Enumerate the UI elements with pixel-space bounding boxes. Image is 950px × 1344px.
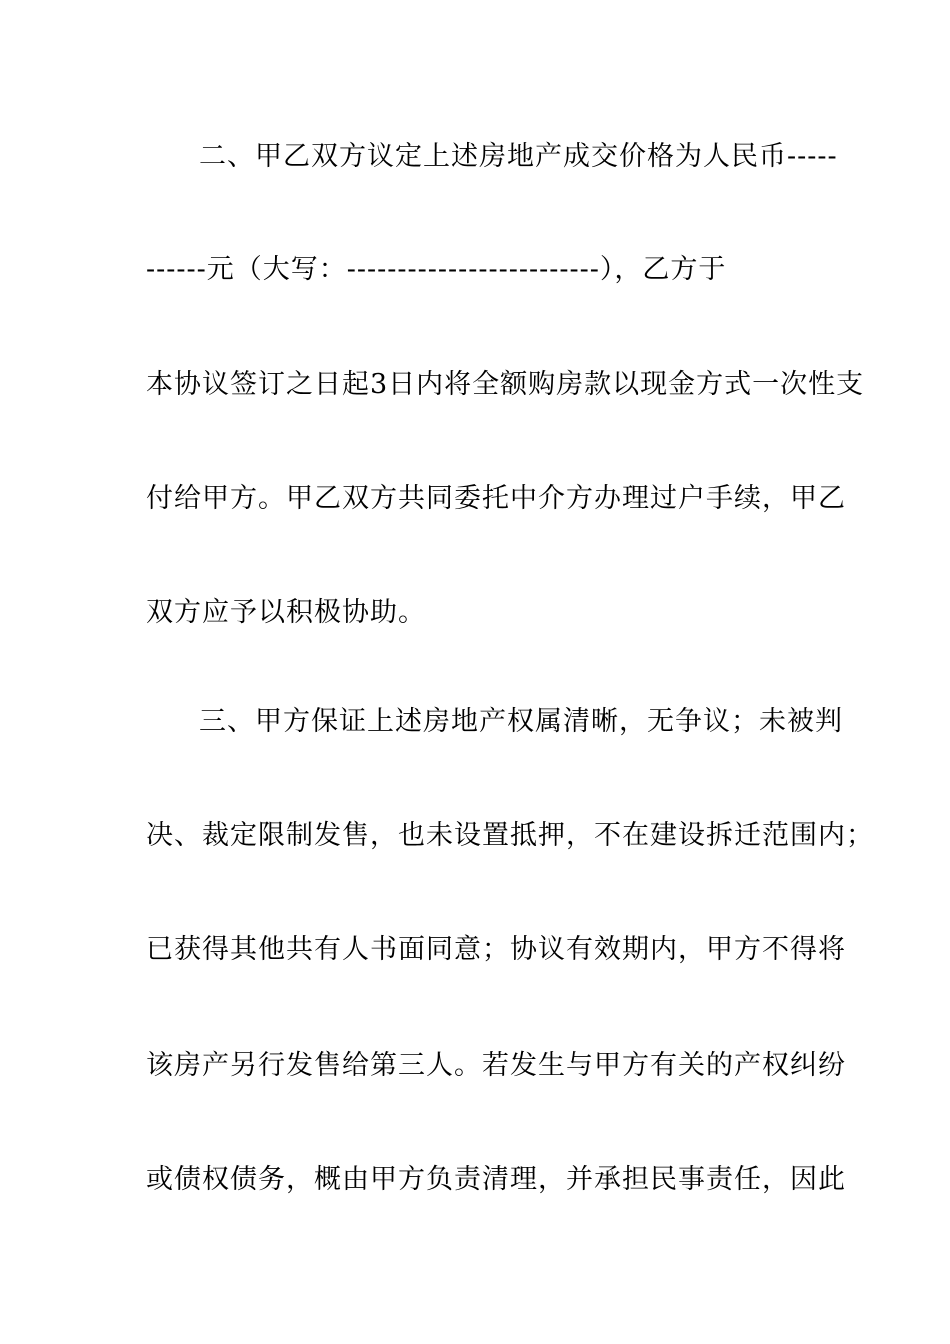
clause-3-line-4: 该房产另行发售给第三人。若发生与甲方有关的产权纠纷 [146, 1050, 846, 1081]
clause-3-line-3: 已获得其他共有人书面同意；协议有效期内，甲方不得将 [146, 934, 846, 965]
clause-3-line-1: 三、甲方保证上述房地产权属清晰，无争议；未被判 [199, 706, 843, 737]
clause-2-line-5: 双方应予以积极协助。 [146, 597, 426, 628]
clause-2-line-4: 付给甲方。甲乙双方共同委托中介方办理过户手续，甲乙 [146, 483, 846, 514]
clause-3-line-2: 决、裁定限制发售，也未设置抵押，不在建设拆迁范围内； [146, 820, 874, 851]
clause-3-line-5: 或债权债务，概由甲方负责清理，并承担民事责任，因此 [146, 1164, 846, 1195]
clause-2-line-1: 二、甲乙双方议定上述房地产成交价格为人民币----- [199, 141, 838, 172]
clause-2-line-3: 本协议签订之日起3日内将全额购房款以现金方式一次性支 [146, 369, 865, 400]
clause-2-line-2: ------元（大写：-------------------------），乙方于 [146, 254, 727, 285]
